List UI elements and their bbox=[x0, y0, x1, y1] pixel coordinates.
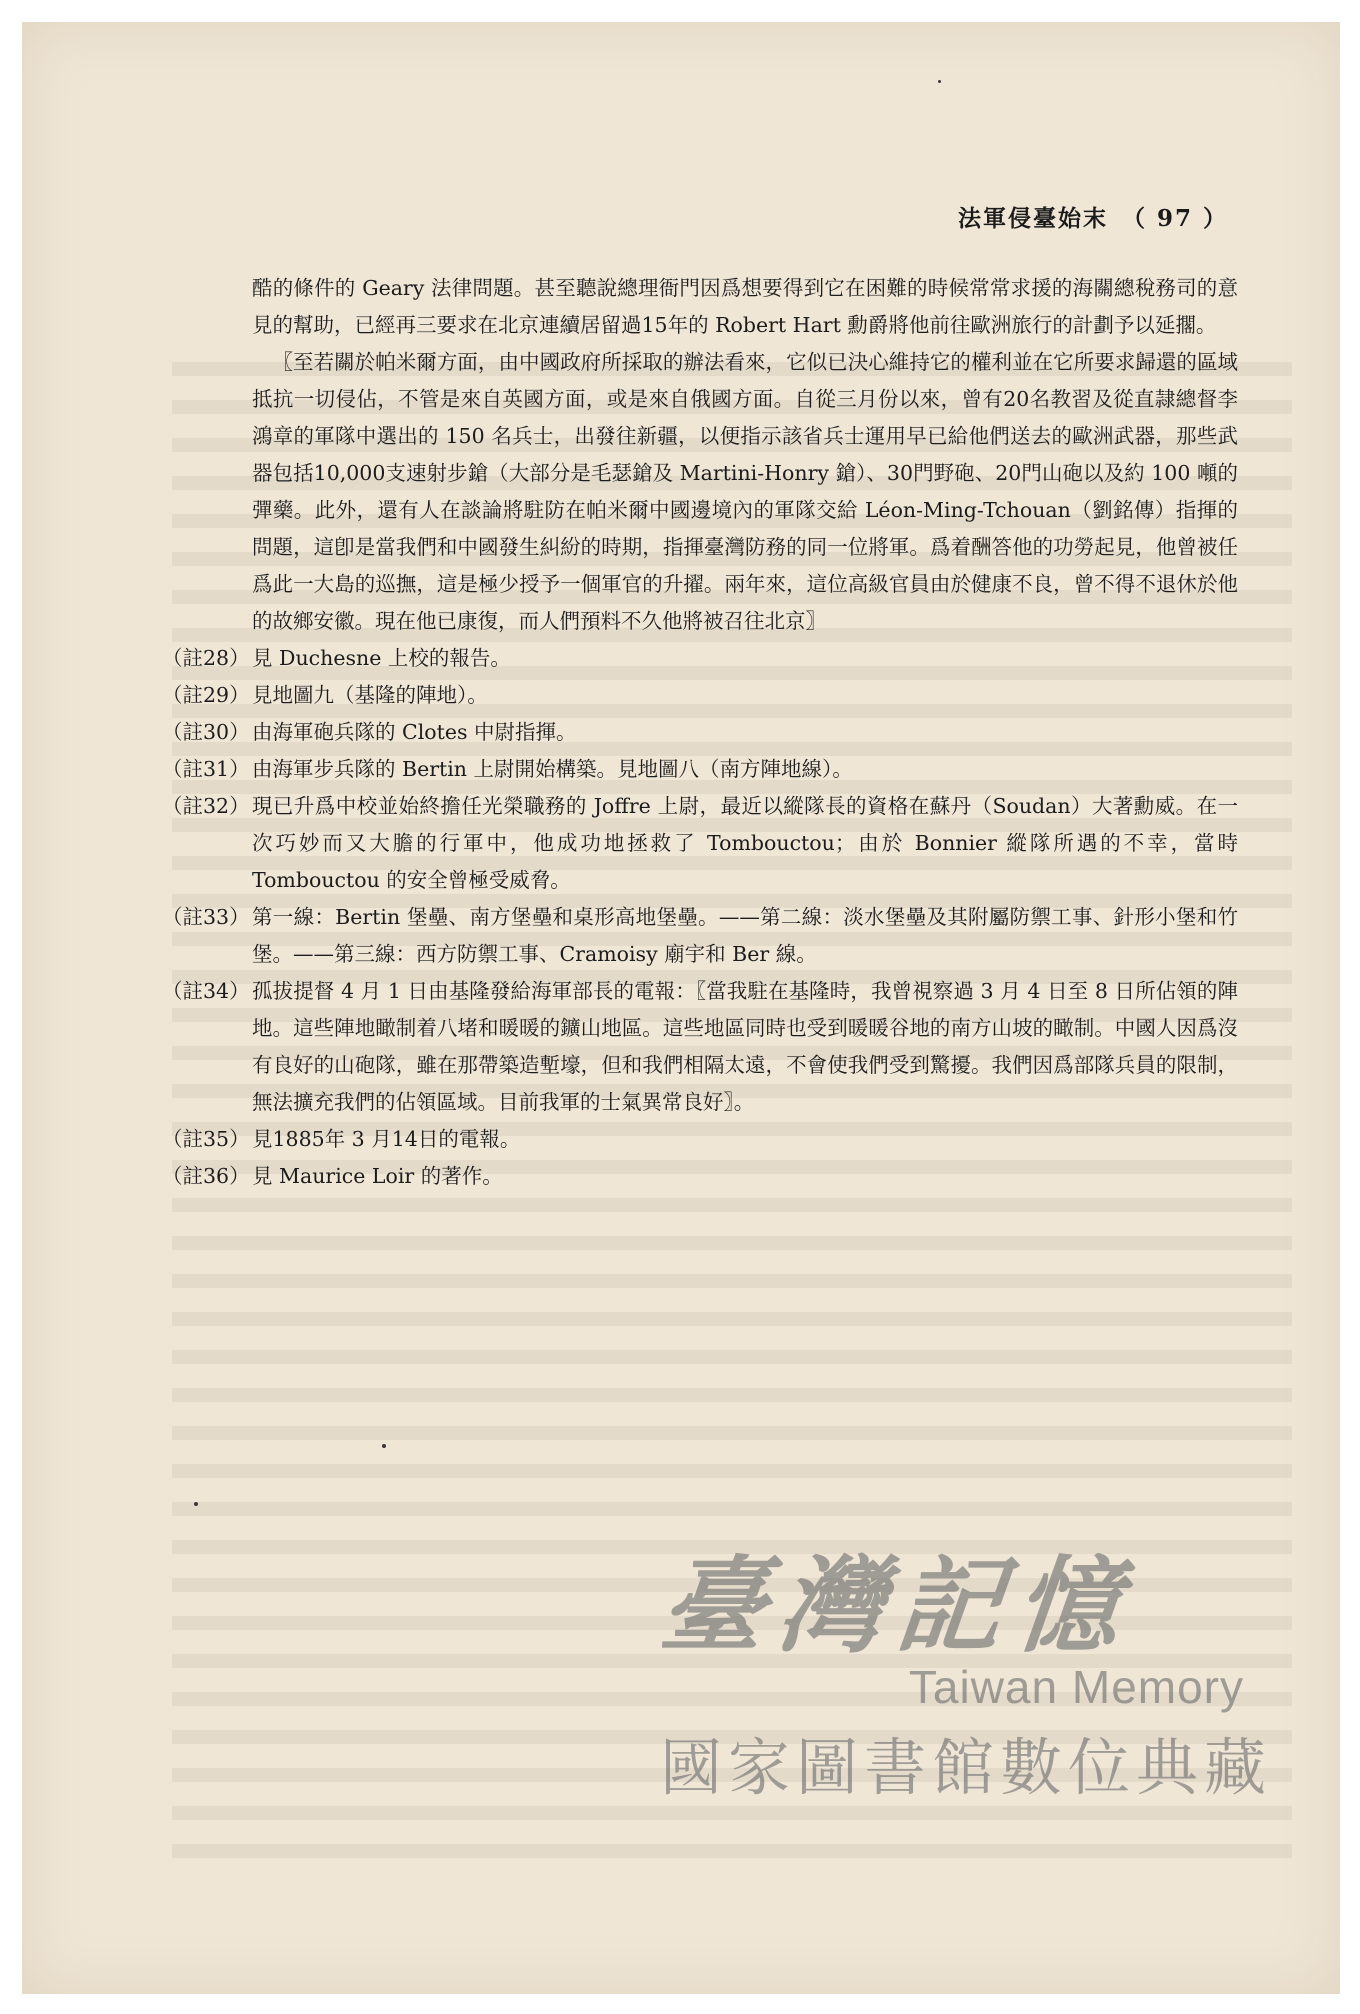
footnote-text: 孤拔提督 4 月 1 日由基隆發給海軍部長的電報：〖當我駐在基隆時，我曾視察過 3 月 4 日至 8 日所佔領的陣地。這些陣地瞰制着八堵和暖暖的鑛山地區。這些地區同時也受到暖暖谷地的南方山坡的瞰制。中國人因爲沒有良好的山砲隊，雖在那帶築造塹壕，但和我們相隔太遠，不會使我們受到驚擾。我們因爲部隊兵員的限制，無法擴充我們的佔領區域。目前我軍的士氣異常良好〗。 bbox=[252, 979, 1238, 1114]
footnote-28 bbox=[162, 640, 1238, 677]
paragraph-continued: 酷的條件的 Geary 法律問題。甚至聽說總理衙門因爲想要得到它在困難的時候常常求援的海關總稅務司的意見的幫助，已經再三要求在北京連續居留過15年的 Robert Hart 勳爵將他前往歐洲旅行的計劃予以延擱。 bbox=[252, 276, 1238, 337]
scanned-page bbox=[22, 22, 1340, 1994]
footnote-35 bbox=[162, 1121, 1238, 1158]
footnote-text: 由海軍砲兵隊的 Clotes 中尉指揮。 bbox=[252, 720, 577, 744]
footnote-text: 見 Duchesne 上校的報告。 bbox=[252, 646, 511, 670]
footnote-text: 由海軍步兵隊的 Bertin 上尉開始構築。見地圖八（南方陣地線）。 bbox=[252, 757, 853, 781]
footnote-32 bbox=[162, 788, 1238, 899]
page-body bbox=[162, 270, 1238, 1195]
footnote-label: （註29） bbox=[162, 683, 250, 707]
footnote-31 bbox=[162, 751, 1238, 788]
footnote-label: （註32） bbox=[162, 794, 250, 818]
footnote-text: 見 Maurice Loir 的著作。 bbox=[252, 1164, 503, 1188]
footnote-36 bbox=[162, 1158, 1238, 1195]
footnote-text: 現已升爲中校並始終擔任光榮職務的 Joffre 上尉，最近以縱隊長的資格在蘇丹（Soudan）大著勳威。在一次巧妙而又大膽的行軍中，他成功地拯救了 Tombouctou；由於 Bonnier 縱隊所遇的不幸，當時 Tombouctou 的安全曾極受威脅。 bbox=[252, 794, 1238, 892]
footnote-label: （註30） bbox=[162, 720, 250, 744]
watermark-english: Taiwan Memory bbox=[908, 1661, 1244, 1713]
footnote-33 bbox=[162, 899, 1238, 973]
footnote-text: 見地圖九（基隆的陣地）。 bbox=[252, 683, 488, 707]
ink-speck bbox=[382, 1444, 386, 1448]
watermark-calligraphy: 臺灣記憶 bbox=[654, 1544, 1140, 1667]
ink-speck bbox=[194, 1502, 198, 1506]
footnote-34 bbox=[162, 973, 1238, 1121]
footnote-label: （註33） bbox=[162, 905, 250, 929]
footnote-text: 第一線：Bertin 堡壘、南方堡壘和桌形高地堡壘。——第二線：淡水堡壘及其附屬防禦工事、針形小堡和竹堡。——第三線：西方防禦工事、Cramoisy 廟宇和 Ber 線。 bbox=[252, 905, 1238, 966]
footnote-29 bbox=[162, 677, 1238, 714]
paragraph-quote-pamir: 〖至若關於帕米爾方面，由中國政府所採取的辦法看來，它似已決心維持它的權利並在它所要求歸還的區域抵抗一切侵佔，不管是來自英國方面，或是來自俄國方面。自從三月份以來，曾有20名教習及從直隷總督李鴻章的軍隊中選出的 150 名兵士，出發往新疆，以便指示該省兵士運用早已給他們送去的歐洲武器，那些武器包括10,000支速射步鎗（大部分是毛瑟鎗及 Martini-Honry 鎗）、30門野砲、20門山砲以及約 100 噸的彈藥。此外，還有人在談論將駐防在帕米爾中國邊境內的軍隊交給 Léon-Ming-Tchouan（劉銘傳）指揮的問題，這卽是當我們和中國發生糾紛的時期，指揮臺灣防務的同一位將軍。爲着酬答他的功勞起見，他曾被任爲此一大島的巡撫，這是極少授予一個軍官的升擢。兩年來，這位高級官員由於健康不良，曾不得不退休於他的故鄉安徽。現在他已康復，而人們預料不久他將被召往北京〗 bbox=[252, 350, 1238, 633]
page-number: （ 97 ） bbox=[1121, 205, 1228, 232]
footnote-label: （註34） bbox=[162, 979, 250, 1003]
watermark-institution: 國家圖書館數位典藏 bbox=[660, 1731, 1273, 1804]
running-header bbox=[958, 200, 1228, 233]
footnote-label: （註31） bbox=[162, 757, 250, 781]
footnote-label: （註36） bbox=[162, 1164, 250, 1188]
ink-speck bbox=[938, 80, 941, 83]
taiwan-memory-watermark bbox=[632, 1522, 1292, 1852]
footnote-text: 見1885年 3 月14日的電報。 bbox=[252, 1127, 521, 1151]
footnote-label: （註28） bbox=[162, 646, 250, 670]
book-title: 法軍侵臺始末 bbox=[957, 205, 1108, 232]
footnote-label: （註35） bbox=[162, 1127, 250, 1151]
footnote-30 bbox=[162, 714, 1238, 751]
